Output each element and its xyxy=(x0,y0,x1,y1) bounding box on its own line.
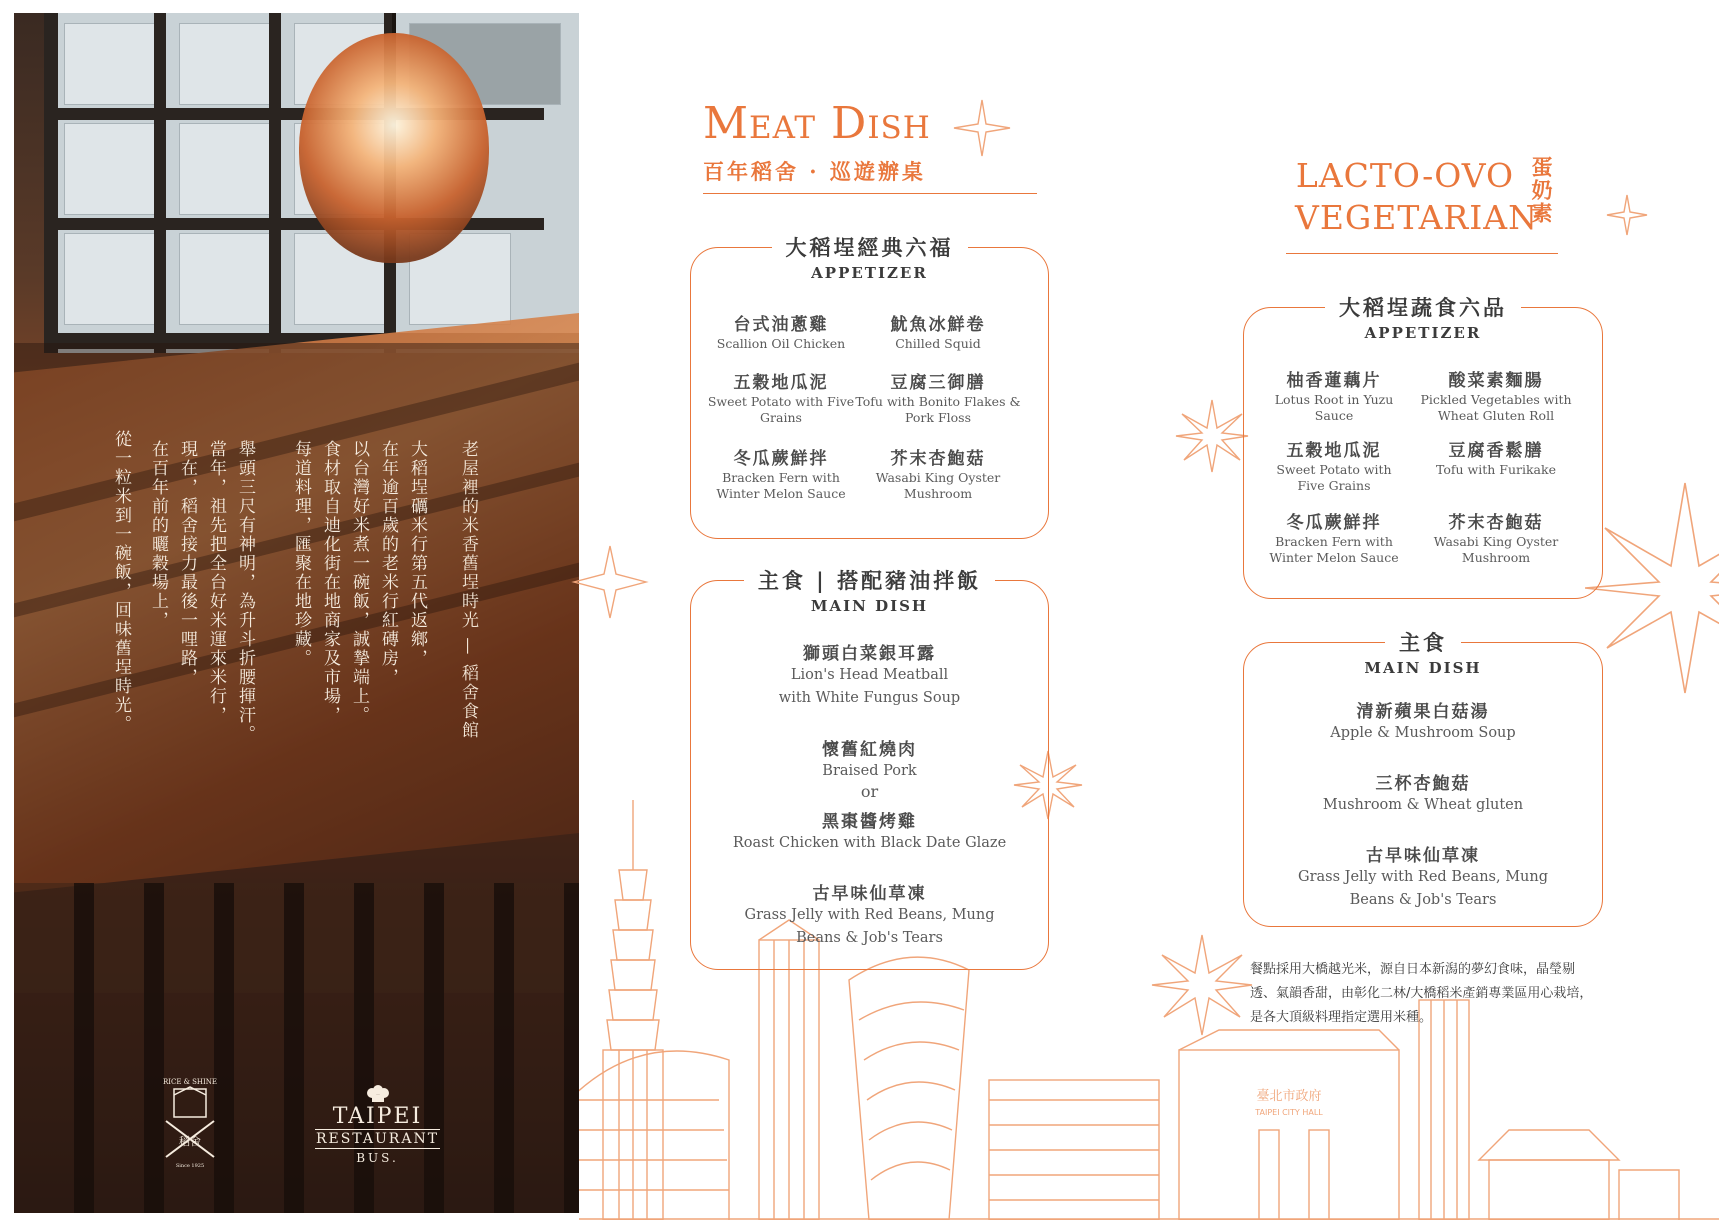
menu-item xyxy=(863,310,1013,352)
item-name-zh: 芥末杏鮑菇 xyxy=(890,449,986,469)
item-name-en: Apple & Mushroom Soup xyxy=(1330,725,1516,741)
crest-top-text: RICE & SHINE xyxy=(162,1078,218,1086)
item-name-zh: 古早味仙草凍 xyxy=(1366,846,1480,866)
box-header xyxy=(1244,627,1602,677)
item-name-zh: 魷魚冰鮮卷 xyxy=(890,315,986,335)
menu-item xyxy=(863,444,1013,502)
menu-item xyxy=(706,310,856,352)
title-divider xyxy=(703,193,1037,194)
item-name-en-line2: with White Fungus Soup xyxy=(778,690,961,706)
item-name-zh: 懷舊紅燒肉 xyxy=(822,740,917,760)
menu-item xyxy=(1264,436,1404,494)
item-name-zh: 台式油蔥雞 xyxy=(733,315,829,335)
section-title-en: APPETIZER xyxy=(1364,324,1482,342)
item-name-zh: 酸菜素麵腸 xyxy=(1448,371,1544,391)
item-name-en-line2: Beans & Job's Tears xyxy=(1349,892,1497,908)
intro-line-0: 大稻埕礪米行第五代返鄉， xyxy=(407,440,427,668)
box-header xyxy=(691,565,1048,615)
section-title-zh: 大稻埕蔬食六品 xyxy=(1325,292,1521,322)
menu-item xyxy=(706,368,856,426)
box-header xyxy=(1244,292,1602,342)
crest-since-text: Since 1925 xyxy=(175,1163,205,1169)
item-name-en: Bracken Fern with Winter Melon Sauce xyxy=(716,470,846,501)
item-name-en: Bracken Fern with Winter Melon Sauce xyxy=(1269,534,1399,565)
taipei-101-drawing xyxy=(603,800,663,1220)
chef-hat-icon xyxy=(366,1085,390,1103)
menu-item xyxy=(1244,697,1602,745)
item-name-en: Tofu with Bonito Flakes & Pork Floss xyxy=(855,394,1021,425)
section-title-zh: 主食 | 搭配豬油拌飯 xyxy=(744,565,995,595)
menu-item xyxy=(691,807,1048,855)
pendant-lamp xyxy=(299,33,489,263)
intro-line-4: 每道料理，匯聚在地珍藏。 xyxy=(291,440,311,668)
menu-item xyxy=(1244,841,1602,912)
item-name-zh: 五穀地瓜泥 xyxy=(733,373,829,393)
lacto-ovo-subtitle: 蛋奶素 xyxy=(1529,156,1554,225)
menu-item xyxy=(1416,436,1576,478)
taipei-restaurant-bus-logo xyxy=(315,1085,440,1167)
item-name-zh: 黑棗醬烤雞 xyxy=(822,812,917,832)
intro-line-1: 在年逾百歲的老米行紅磚房， xyxy=(378,440,398,687)
sparkle-icon xyxy=(952,98,1012,158)
logo-line-2: RESTAURANT xyxy=(315,1131,440,1147)
large-starburst-icon xyxy=(1585,478,1719,698)
title-line-2: VEGETARIAN xyxy=(1295,198,1538,237)
intro-title: 老屋裡的米香舊埕時光 — 稻舍食館 xyxy=(458,440,478,740)
item-name-en: Lotus Root in Yuzu Sauce xyxy=(1274,392,1394,423)
item-name-en: Mushroom & Wheat gluten xyxy=(1322,797,1524,813)
rice-note: 餐點採用大橋越光米，源自日本新潟的夢幻食味，晶瑩剔透、氣韻香甜，由彰化二林/大橋稻米產銷專業區用心栽培，是各大頂級料理指定選用米種。 xyxy=(1250,962,1593,1025)
sparkle-icon xyxy=(1605,193,1649,237)
taipei-city-hall-drawing xyxy=(1179,1030,1399,1220)
or-divider: or xyxy=(860,782,879,801)
intro-text xyxy=(108,430,134,900)
item-name-en: Grass Jelly with Red Beans, Mung xyxy=(1297,869,1549,885)
item-name-zh: 豆腐三御膳 xyxy=(890,373,986,393)
intro-line-5: 舉頭三尺有神明，為升斗折腰揮汗。 xyxy=(235,440,255,744)
city-hall-zh: 臺北市政府 xyxy=(1256,1089,1322,1104)
lacto-ovo-title xyxy=(1295,155,1538,239)
city-hall-en: TAIPEI CITY HALL xyxy=(1255,1108,1323,1117)
starburst-icon xyxy=(1172,396,1252,476)
starburst-icon xyxy=(570,542,650,622)
section-title-en: MAIN DISH xyxy=(1364,659,1482,677)
logo-line-1: TAIPEI xyxy=(332,1104,423,1129)
item-name-en: Roast Chicken with Black Date Glaze xyxy=(732,835,1007,851)
title-line-1: LACTO-OVO xyxy=(1295,156,1515,195)
item-name-zh: 古早味仙草凍 xyxy=(812,884,927,904)
item-name-en: Scallion Oil Chicken xyxy=(716,336,846,351)
intro-line-3: 食材取自迪化街在地商家及市場， xyxy=(320,440,340,725)
menu-item xyxy=(691,879,1048,950)
item-name-zh: 冬瓜蕨鮮拌 xyxy=(1286,513,1382,533)
lacto-main-dish-box xyxy=(1243,630,1603,927)
section-title-en: MAIN DISH xyxy=(810,597,929,615)
item-name-zh: 柚香蓮藕片 xyxy=(1286,371,1382,391)
starburst-icon xyxy=(1147,930,1257,1040)
item-name-en: Wasabi King Oyster Mushroom xyxy=(1433,534,1559,565)
item-name-en: Braised Pork xyxy=(822,763,917,779)
item-name-en: Pickled Vegetables with Wheat Gluten Roll xyxy=(1420,392,1572,423)
meat-dish-subtitle: 百年稻舍 · 巡遊辦桌 xyxy=(703,159,926,184)
item-name-en: Tofu with Furikake xyxy=(1436,462,1556,477)
menu-item xyxy=(1416,366,1576,424)
intro-line-8: 在百年前的曬穀場上， xyxy=(148,440,168,630)
title-divider xyxy=(1286,253,1558,254)
intro-line: 從一粒米到一碗飯，回味舊埕時光。 xyxy=(111,430,131,734)
item-name-zh: 獅頭白菜銀耳露 xyxy=(803,644,936,664)
item-name-zh: 三杯杏鮑菇 xyxy=(1375,774,1471,794)
intro-line-6: 當年，祖先把全台好米運來米行， xyxy=(206,440,226,725)
item-name-en: Wasabi King Oyster Mushroom xyxy=(875,470,1001,501)
item-name-zh: 清新蘋果白菇湯 xyxy=(1356,702,1490,722)
meat-dish-title: Meat Dish xyxy=(703,98,931,149)
logo-line-3: BUS. xyxy=(356,1151,399,1165)
intro-line-7: 現在，稻舍接力最後一哩路， xyxy=(177,440,197,687)
rice-and-shine-crest-logo xyxy=(160,1075,220,1170)
crest-name-text: 稻舍 xyxy=(179,1135,201,1148)
item-name-en: Chilled Squid xyxy=(895,336,981,351)
meat-main-dish-box xyxy=(690,568,1049,970)
menu-item xyxy=(691,735,1048,801)
section-title-zh: 主食 xyxy=(1385,627,1461,657)
item-name-zh: 豆腐香鬆膳 xyxy=(1448,441,1544,461)
menu-item xyxy=(1416,508,1576,566)
meat-appetizer-box xyxy=(690,235,1049,539)
menu-item xyxy=(1264,366,1404,424)
item-name-zh: 芥末杏鮑菇 xyxy=(1448,513,1544,533)
lacto-appetizer-box xyxy=(1243,295,1603,599)
menu-item xyxy=(1264,508,1404,566)
intro-line-2: 以台灣好米煮一碗飯，誠摯端上。 xyxy=(349,440,369,725)
menu-item xyxy=(691,639,1048,710)
item-name-en: Grass Jelly with Red Beans, Mung xyxy=(744,907,995,923)
menu-item xyxy=(1244,769,1602,817)
item-name-zh: 五穀地瓜泥 xyxy=(1286,441,1382,461)
menu-item xyxy=(853,368,1023,426)
item-name-en: Sweet Potato with Five Grains xyxy=(1276,462,1392,493)
item-name-en: Sweet Potato with Five Grains xyxy=(707,394,855,425)
box-header xyxy=(691,232,1048,282)
item-name-zh: 冬瓜蕨鮮拌 xyxy=(733,449,829,469)
section-title-en: APPETIZER xyxy=(811,264,928,282)
item-name-en-line2: Beans & Job's Tears xyxy=(796,930,943,946)
item-name-en: Lion's Head Meatball xyxy=(790,667,949,683)
section-title-zh: 大稻埕經典六福 xyxy=(772,232,968,262)
menu-item xyxy=(706,444,856,502)
